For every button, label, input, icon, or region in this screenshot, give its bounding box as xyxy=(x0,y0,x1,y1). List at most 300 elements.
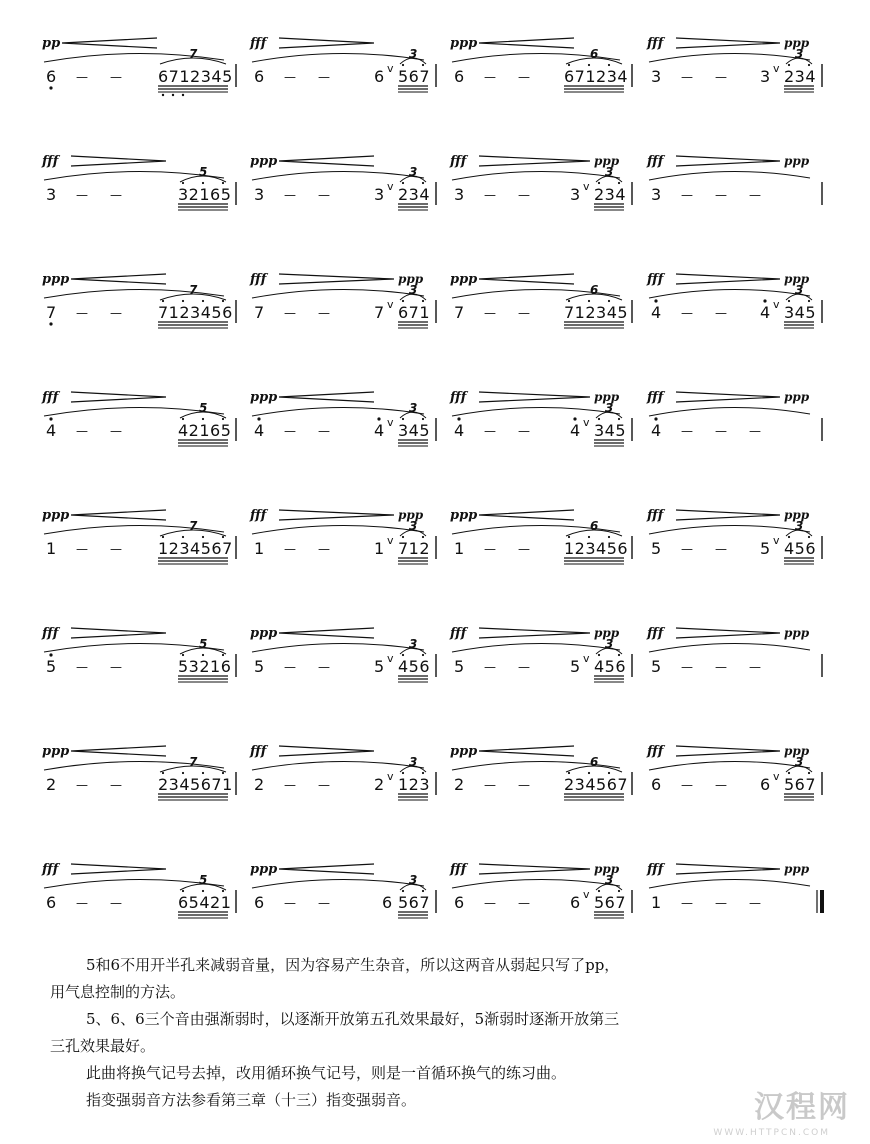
sustain-dash: — xyxy=(484,188,496,202)
sustain-dash: — xyxy=(110,188,122,202)
main-note: 1 xyxy=(454,539,465,558)
high-octave-dot xyxy=(377,417,380,420)
phrase-slur xyxy=(252,289,424,298)
lead-note: 3 xyxy=(760,67,771,86)
run-dot xyxy=(422,772,424,774)
crescendo-hairpin xyxy=(479,510,574,520)
tuplet-number: 5 xyxy=(199,401,208,415)
tuplet-number: 3 xyxy=(795,519,804,533)
main-note: 3 xyxy=(454,185,465,204)
crescendo-hairpin xyxy=(279,628,374,638)
high-octave-dot xyxy=(654,299,657,302)
sustain-dash: — xyxy=(76,896,88,910)
run-dot xyxy=(402,182,404,184)
dynamic-mark: fff xyxy=(647,862,664,877)
note-line-3: 5、6、6三个音由强渐弱时，以逐渐开放第五孔效果最好，5渐弱时逐渐开放第三 xyxy=(86,1010,620,1028)
tuplet-number: 3 xyxy=(409,637,418,651)
phrase-slur xyxy=(649,171,810,180)
breath-mark: v xyxy=(387,652,394,665)
fast-note-run: 6712345 xyxy=(158,67,233,86)
sustain-dash: — xyxy=(681,424,693,438)
fast-note-run: 234567 xyxy=(564,775,629,794)
breath-mark: v xyxy=(773,534,780,547)
phrase-slur xyxy=(649,643,810,652)
crescendo-hairpin xyxy=(71,746,166,756)
main-note: 6 xyxy=(254,67,265,86)
tuplet-number: 5 xyxy=(199,165,208,179)
dynamic-mark: fff xyxy=(647,390,664,405)
lead-note: 4 xyxy=(570,421,581,440)
low-octave-dot xyxy=(182,94,184,96)
note-line-2: 用气息控制的方法。 xyxy=(50,983,186,1001)
phrase-slur xyxy=(252,879,424,888)
low-octave-dot xyxy=(162,94,164,96)
fast-note-run: 123 xyxy=(398,775,431,794)
diminuendo-hairpin xyxy=(676,156,780,166)
dynamic-mark: fff xyxy=(42,154,59,169)
tuplet-number: 5 xyxy=(199,873,208,887)
crescendo-hairpin xyxy=(71,510,166,520)
run-dot xyxy=(422,654,424,656)
crescendo-hairpin xyxy=(479,274,574,284)
run-dot xyxy=(182,536,184,538)
run-dot xyxy=(422,418,424,420)
main-note: 4 xyxy=(651,303,662,322)
diminuendo-hairpin xyxy=(71,628,166,638)
tuplet-number: 3 xyxy=(795,283,804,297)
fast-note-run: 671 xyxy=(398,303,431,322)
dynamic-mark: ppp xyxy=(42,272,70,287)
run-dot xyxy=(598,654,600,656)
sustain-dash: — xyxy=(715,778,727,792)
tuplet-number: 3 xyxy=(409,401,418,415)
dynamic-end-mark: ppp xyxy=(398,508,424,522)
fast-note-run: 456 xyxy=(594,657,627,676)
sustain-dash: — xyxy=(110,70,122,84)
note-line-6: 指变强弱音方法参看第三章（十三）指变强弱音。 xyxy=(86,1091,417,1109)
main-note: 1 xyxy=(651,893,662,912)
dynamic-end-mark: ppp xyxy=(784,390,810,404)
fast-note-run: 456 xyxy=(398,657,431,676)
tuplet-number: 7 xyxy=(189,519,198,533)
fast-note-run: 234 xyxy=(784,67,817,86)
main-note: 6 xyxy=(46,67,57,86)
main-note: 3 xyxy=(46,185,57,204)
fast-note-run: 567 xyxy=(784,775,817,794)
main-note: 6 xyxy=(651,775,662,794)
sustain-dash: — xyxy=(76,70,88,84)
phrase-slur xyxy=(44,643,224,652)
run-dot xyxy=(618,418,620,420)
run-dot xyxy=(618,182,620,184)
dynamic-end-mark: ppp xyxy=(784,862,810,876)
fast-note-run: 234 xyxy=(398,185,431,204)
sustain-dash: — xyxy=(681,896,693,910)
phrase-slur xyxy=(649,879,810,888)
diminuendo-hairpin xyxy=(279,746,374,756)
dynamic-mark: fff xyxy=(647,154,664,169)
sustain-dash: — xyxy=(76,778,88,792)
sustain-dash: — xyxy=(681,306,693,320)
crescendo-hairpin xyxy=(279,864,374,874)
sustain-dash: — xyxy=(715,306,727,320)
run-dot xyxy=(608,64,610,66)
run-dot xyxy=(618,654,620,656)
crescendo-hairpin xyxy=(279,156,374,166)
run-dot xyxy=(588,772,590,774)
dynamic-mark: ppp xyxy=(450,36,478,51)
run-dot xyxy=(808,772,810,774)
sustain-dash: — xyxy=(284,188,296,202)
main-note: 6 xyxy=(254,893,265,912)
fast-note-run: 1234567 xyxy=(158,539,233,558)
run-dot xyxy=(618,890,620,892)
dynamic-end-mark: ppp xyxy=(594,862,620,876)
sustain-dash: — xyxy=(749,424,761,438)
sustain-dash: — xyxy=(284,70,296,84)
dynamic-mark: ppp xyxy=(42,744,70,759)
main-note: 5 xyxy=(454,657,465,676)
main-note: 5 xyxy=(46,657,57,676)
breath-mark: v xyxy=(387,62,394,75)
sustain-dash: — xyxy=(110,778,122,792)
sustain-dash: — xyxy=(76,424,88,438)
sustain-dash: — xyxy=(318,660,330,674)
main-note: 6 xyxy=(46,893,57,912)
run-dot xyxy=(568,536,570,538)
run-dot xyxy=(402,536,404,538)
fast-note-run: 53216 xyxy=(178,657,232,676)
sustain-dash: — xyxy=(518,70,530,84)
crescendo-hairpin xyxy=(479,38,574,48)
run-dot xyxy=(402,300,404,302)
main-note: 4 xyxy=(254,421,265,440)
run-dot xyxy=(588,64,590,66)
dynamic-mark: fff xyxy=(42,626,59,641)
sustain-dash: — xyxy=(284,542,296,556)
sustain-dash: — xyxy=(110,542,122,556)
sustain-dash: — xyxy=(110,424,122,438)
run-dot xyxy=(402,64,404,66)
explanation-notes xyxy=(0,952,870,1114)
run-dot xyxy=(222,418,224,420)
tuplet-number: 7 xyxy=(189,283,198,297)
phrase-slur xyxy=(649,407,810,416)
fast-note-run: 345 xyxy=(594,421,627,440)
main-note: 4 xyxy=(651,421,662,440)
lead-note: 6 xyxy=(382,893,393,912)
main-note: 4 xyxy=(46,421,57,440)
lead-note: 2 xyxy=(374,775,385,794)
phrase-slur xyxy=(252,171,424,180)
diminuendo-hairpin xyxy=(71,864,166,874)
tuplet-number: 3 xyxy=(409,47,418,61)
run-dot xyxy=(788,64,790,66)
diminuendo-hairpin xyxy=(676,510,780,520)
main-note: 1 xyxy=(254,539,265,558)
run-dot xyxy=(422,182,424,184)
sustain-dash: — xyxy=(518,306,530,320)
dynamic-mark: ppp xyxy=(42,508,70,523)
fast-note-run: 32165 xyxy=(178,185,232,204)
run-dot xyxy=(402,654,404,656)
main-note: 7 xyxy=(254,303,265,322)
dynamic-mark: fff xyxy=(250,508,267,523)
sustain-dash: — xyxy=(76,542,88,556)
sustain-dash: — xyxy=(76,188,88,202)
diminuendo-hairpin xyxy=(71,156,166,166)
fast-note-run: 671234 xyxy=(564,67,629,86)
sustain-dash: — xyxy=(484,306,496,320)
main-note: 3 xyxy=(651,67,662,86)
fast-note-run: 712345 xyxy=(564,303,629,322)
run-dot xyxy=(182,300,184,302)
main-note: 3 xyxy=(651,185,662,204)
dynamic-mark: fff xyxy=(450,862,467,877)
dynamic-mark: fff xyxy=(250,36,267,51)
breath-mark: v xyxy=(583,888,590,901)
run-dot xyxy=(222,654,224,656)
dynamic-end-mark: ppp xyxy=(784,154,810,168)
diminuendo-hairpin xyxy=(279,274,394,284)
diminuendo-hairpin xyxy=(71,392,166,402)
tuplet-number: 3 xyxy=(605,873,614,887)
breath-mark: v xyxy=(583,652,590,665)
sustain-dash: — xyxy=(715,660,727,674)
tuplet-number: 3 xyxy=(795,755,804,769)
sustain-dash: — xyxy=(318,188,330,202)
dynamic-end-mark: ppp xyxy=(784,272,810,286)
lead-note: 6 xyxy=(760,775,771,794)
main-note: 6 xyxy=(454,67,465,86)
sustain-dash: — xyxy=(76,660,88,674)
run-dot xyxy=(422,536,424,538)
sustain-dash: — xyxy=(518,660,530,674)
tuplet-number: 6 xyxy=(590,283,599,297)
phrase-slur xyxy=(649,761,810,770)
lead-note: 3 xyxy=(570,185,581,204)
dynamic-mark: fff xyxy=(647,36,664,51)
run-dot xyxy=(402,772,404,774)
breath-mark: v xyxy=(387,770,394,783)
breath-mark: v xyxy=(773,770,780,783)
sustain-dash: — xyxy=(749,660,761,674)
fast-note-run: 345 xyxy=(398,421,431,440)
high-octave-dot xyxy=(49,653,52,656)
run-dot xyxy=(568,64,570,66)
watermark-logo: 汉程网 xyxy=(754,1090,850,1125)
phrase-slur xyxy=(44,879,224,888)
diminuendo-hairpin xyxy=(279,510,394,520)
run-dot xyxy=(162,772,164,774)
run-dot xyxy=(598,890,600,892)
run-dot xyxy=(182,654,184,656)
crescendo-hairpin xyxy=(279,392,374,402)
run-dot xyxy=(182,890,184,892)
tuplet-number: 5 xyxy=(199,637,208,651)
breath-mark: v xyxy=(387,180,394,193)
lead-note: 6 xyxy=(570,893,581,912)
fast-note-run: 567 xyxy=(398,67,431,86)
sustain-dash: — xyxy=(518,778,530,792)
tuplet-number: 3 xyxy=(409,283,418,297)
diminuendo-hairpin xyxy=(676,746,780,756)
dynamic-mark: ppp xyxy=(250,390,278,405)
sustain-dash: — xyxy=(318,424,330,438)
dynamic-mark: ppp xyxy=(450,508,478,523)
lead-note: 4 xyxy=(374,421,385,440)
sustain-dash: — xyxy=(484,660,496,674)
run-dot xyxy=(808,64,810,66)
phrase-slur xyxy=(252,643,424,652)
main-note: 5 xyxy=(651,539,662,558)
crescendo-hairpin xyxy=(479,746,574,756)
tuplet-number: 3 xyxy=(795,47,804,61)
note-line-4: 三孔效果最好。 xyxy=(50,1037,156,1055)
fast-note-run: 712 xyxy=(398,539,431,558)
main-note: 1 xyxy=(46,539,57,558)
dynamic-end-mark: ppp xyxy=(784,626,810,640)
watermark-url: WWW.HTTPCN.COM xyxy=(713,1128,830,1138)
crescendo-hairpin xyxy=(71,274,166,284)
run-dot xyxy=(182,418,184,420)
dynamic-end-mark: ppp xyxy=(784,36,810,50)
sustain-dash: — xyxy=(681,542,693,556)
sustain-dash: — xyxy=(518,188,530,202)
run-dot xyxy=(202,890,204,892)
low-octave-dot xyxy=(49,322,52,325)
high-octave-dot xyxy=(763,299,766,302)
sustain-dash: — xyxy=(284,306,296,320)
low-octave-dot xyxy=(49,86,52,89)
sustain-dash: — xyxy=(681,70,693,84)
phrase-slur xyxy=(452,879,620,888)
lead-note: 5 xyxy=(374,657,385,676)
fast-note-run: 65421 xyxy=(178,893,232,912)
sustain-dash: — xyxy=(318,70,330,84)
main-note: 5 xyxy=(651,657,662,676)
high-octave-dot xyxy=(457,417,460,420)
sustain-dash: — xyxy=(284,660,296,674)
sustain-dash: — xyxy=(110,896,122,910)
dynamic-end-mark: ppp xyxy=(594,626,620,640)
phrase-slur xyxy=(649,53,810,62)
diminuendo-hairpin xyxy=(479,392,590,402)
run-dot xyxy=(402,890,404,892)
dynamic-end-mark: ppp xyxy=(594,390,620,404)
run-dot xyxy=(222,536,224,538)
run-dot xyxy=(568,300,570,302)
main-note: 2 xyxy=(254,775,265,794)
tuplet-number: 3 xyxy=(409,755,418,769)
dynamic-mark: ppp xyxy=(250,626,278,641)
sustain-dash: — xyxy=(484,896,496,910)
sustain-dash: — xyxy=(484,424,496,438)
run-dot xyxy=(422,890,424,892)
run-dot xyxy=(202,536,204,538)
main-note: 3 xyxy=(254,185,265,204)
tuplet-number: 3 xyxy=(409,873,418,887)
run-dot xyxy=(222,182,224,184)
run-dot xyxy=(202,654,204,656)
run-dot xyxy=(162,536,164,538)
tuplet-number: 6 xyxy=(590,47,599,61)
sustain-dash: — xyxy=(110,660,122,674)
sustain-dash: — xyxy=(518,896,530,910)
sustain-dash: — xyxy=(484,542,496,556)
tuplet-number: 3 xyxy=(605,401,614,415)
run-dot xyxy=(588,536,590,538)
run-dot xyxy=(222,300,224,302)
phrase-slur xyxy=(252,761,424,770)
sustain-dash: — xyxy=(318,896,330,910)
dynamic-mark: fff xyxy=(647,508,664,523)
breath-mark: v xyxy=(773,298,780,311)
tuplet-number: 3 xyxy=(409,519,418,533)
high-octave-dot xyxy=(257,417,260,420)
lead-note: 3 xyxy=(374,185,385,204)
breath-mark: v xyxy=(583,180,590,193)
dynamic-mark: pp xyxy=(42,36,61,51)
high-octave-dot xyxy=(573,417,576,420)
note-line-5: 此曲将换气记号去掉，改用循环换气记号，则是一首循环换气的练习曲。 xyxy=(86,1064,567,1082)
dynamic-end-mark: ppp xyxy=(594,154,620,168)
dynamic-mark: fff xyxy=(450,626,467,641)
lead-note: 7 xyxy=(374,303,385,322)
lead-note: 1 xyxy=(374,539,385,558)
main-note: 6 xyxy=(454,893,465,912)
phrase-slur xyxy=(252,407,424,416)
main-note: 5 xyxy=(254,657,265,676)
diminuendo-hairpin xyxy=(676,628,780,638)
sustain-dash: — xyxy=(284,424,296,438)
run-dot xyxy=(422,64,424,66)
sustain-dash: — xyxy=(318,778,330,792)
fast-note-run: 123456 xyxy=(564,539,629,558)
tuplet-number: 7 xyxy=(189,755,198,769)
dynamic-mark: fff xyxy=(647,272,664,287)
tuplet-number: 7 xyxy=(189,47,198,61)
run-dot xyxy=(598,182,600,184)
dynamic-mark: fff xyxy=(450,154,467,169)
main-note: 4 xyxy=(454,421,465,440)
dynamic-mark: ppp xyxy=(450,272,478,287)
lead-note: 5 xyxy=(760,539,771,558)
dynamic-end-mark: ppp xyxy=(784,744,810,758)
run-dot xyxy=(808,300,810,302)
lead-note: 4 xyxy=(760,303,771,322)
dynamic-mark: fff xyxy=(450,390,467,405)
run-dot xyxy=(202,300,204,302)
diminuendo-hairpin xyxy=(676,864,780,874)
run-dot xyxy=(608,300,610,302)
phrase-slur xyxy=(252,525,424,534)
diminuendo-hairpin xyxy=(479,628,590,638)
fast-note-run: 456 xyxy=(784,539,817,558)
dynamic-mark: fff xyxy=(250,272,267,287)
low-octave-dot xyxy=(172,94,174,96)
sustain-dash: — xyxy=(518,424,530,438)
sustain-dash: — xyxy=(518,542,530,556)
crescendo-hairpin xyxy=(62,38,157,48)
tuplet-number: 3 xyxy=(605,637,614,651)
fast-note-run: 234 xyxy=(594,185,627,204)
sustain-dash: — xyxy=(318,542,330,556)
run-dot xyxy=(162,300,164,302)
sustain-dash: — xyxy=(681,778,693,792)
run-dot xyxy=(422,300,424,302)
sustain-dash: — xyxy=(318,306,330,320)
